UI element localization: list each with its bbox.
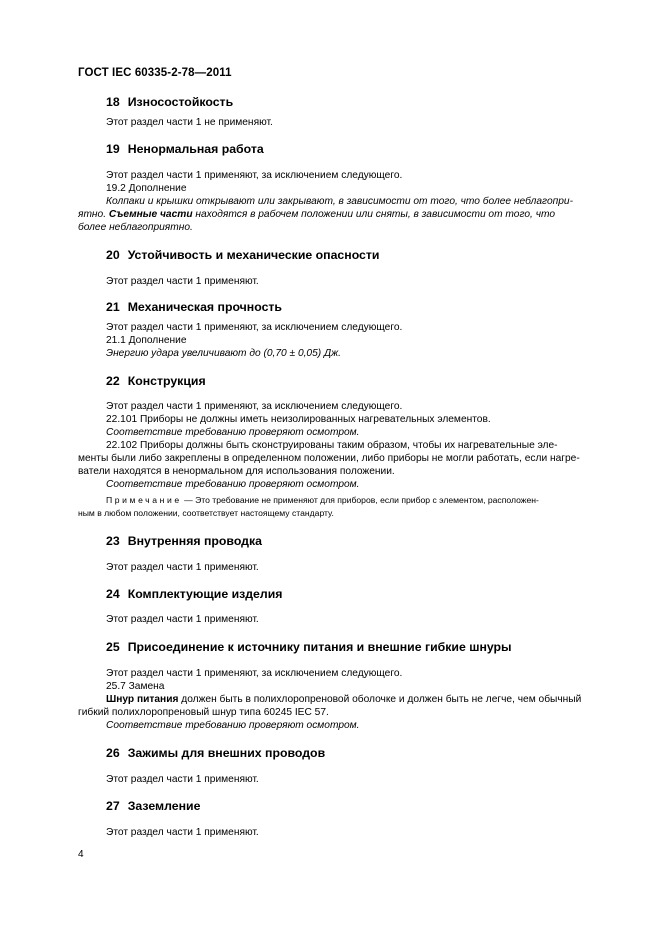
section-21-line-1: Энергию удара увеличивают до (0,70 ± 0,05) Дж. [106, 348, 342, 359]
section-19-line-2 [78, 208, 555, 221]
section-number: 18 [106, 95, 120, 109]
section-22-heading [106, 374, 206, 388]
section-19-line-1: Колпаки и крышки открывают или закрывают, в зависимости от того, что более неблагопри- [106, 196, 573, 207]
section-25-line-2: гибкий полихлоропреновый шнур типа 60245 IEC 57. [78, 707, 329, 718]
section-26-heading [106, 746, 325, 760]
section-19-text: Этот раздел части 1 применяют, за исключением следующего. [106, 170, 403, 181]
defined-term: Шнур питания [106, 694, 179, 705]
section-number: 23 [106, 534, 120, 548]
section-number: 22 [106, 374, 120, 388]
subclause-21-1: 21.1 Дополнение [106, 335, 187, 346]
section-number: 21 [106, 300, 120, 314]
section-24-heading [106, 587, 282, 601]
section-23-heading [106, 534, 262, 548]
page-number: 4 [78, 849, 84, 860]
section-title: Износостойкость [127, 95, 234, 109]
section-22-text: Этот раздел части 1 применяют, за исключением следующего. [106, 401, 403, 412]
section-21-text: Этот раздел части 1 применяют, за исключением следующего. [106, 322, 403, 333]
section-title: Присоединение к источнику питания и внешние гибкие шнуры [127, 640, 512, 654]
section-number: 26 [106, 746, 120, 760]
subclause-25-7: 25.7 Замена [106, 681, 165, 692]
clause-22-102-line-1: 22.102 Приборы должны быть сконструированы таким образом, чтобы их нагревательные эле- [106, 440, 558, 451]
text-span: должен быть в полихлоропреновой оболочке и должен быть не легче, чем обычный [178, 694, 582, 705]
note-label: Примечание [106, 495, 182, 505]
section-19-heading [106, 142, 264, 156]
subclause-19-2: 19.2 Дополнение [106, 183, 187, 194]
text-span: ятно. [78, 209, 109, 220]
compliance-22-101: Соответствие требованию проверяют осмотром. [106, 427, 360, 438]
compliance-25-7: Соответствие требованию проверяют осмотром. [106, 720, 360, 731]
section-27-heading [106, 799, 200, 813]
section-title: Конструкция [127, 374, 206, 388]
note-line-1 [106, 494, 539, 507]
section-number: 25 [106, 640, 120, 654]
section-25-heading [106, 640, 512, 654]
section-number: 20 [106, 248, 120, 262]
section-title: Ненормальная работа [127, 142, 264, 156]
clause-22-101: 22.101 Приборы не должны иметь неизолированных нагревательных элементов. [106, 414, 491, 425]
section-18-heading [106, 95, 233, 109]
section-27-text: Этот раздел части 1 применяют. [106, 827, 259, 838]
section-18-text: Этот раздел части 1 не применяют. [106, 117, 273, 128]
section-title: Комплектующие изделия [127, 587, 283, 601]
section-title: Механическая прочность [127, 300, 282, 314]
section-19-line-3: более неблагоприятно. [78, 222, 193, 233]
section-21-heading [106, 300, 282, 314]
section-25-text: Этот раздел части 1 применяют, за исключением следующего. [106, 668, 403, 679]
text-span: находятся в рабочем положении или сняты, в зависимости от того, что [192, 209, 556, 220]
clause-22-102-line-3: ватели находятся в ненормальном для использования положении. [78, 466, 395, 477]
section-number: 27 [106, 799, 120, 813]
section-23-text: Этот раздел части 1 применяют. [106, 562, 259, 573]
note-line-2: ным в любом положении, соответствует настоящему стандарту. [78, 508, 334, 518]
standard-header: ГОСТ IEC 60335-2-78—2011 [78, 67, 232, 79]
section-20-heading [106, 248, 379, 262]
section-number: 24 [106, 587, 120, 601]
clause-22-102-line-2: менты были либо закреплены в определенном положении, либо приборы не могли работать, если нагре- [78, 453, 580, 464]
section-24-text: Этот раздел части 1 применяют. [106, 614, 259, 625]
note-text: — Это требование не применяют для приборов, если прибор с элементом, расположен- [181, 495, 539, 505]
defined-term: Съемные части [108, 209, 193, 220]
section-title: Заземление [127, 799, 201, 813]
section-26-text: Этот раздел части 1 применяют. [106, 774, 259, 785]
section-20-text: Этот раздел части 1 применяют. [106, 276, 259, 287]
compliance-22-102: Соответствие требованию проверяют осмотром. [106, 479, 360, 490]
section-title: Зажимы для внешних проводов [127, 746, 326, 760]
section-title: Устойчивость и механические опасности [127, 248, 380, 262]
section-25-line-1 [106, 693, 581, 706]
section-number: 19 [106, 142, 120, 156]
section-title: Внутренняя проводка [127, 534, 262, 548]
